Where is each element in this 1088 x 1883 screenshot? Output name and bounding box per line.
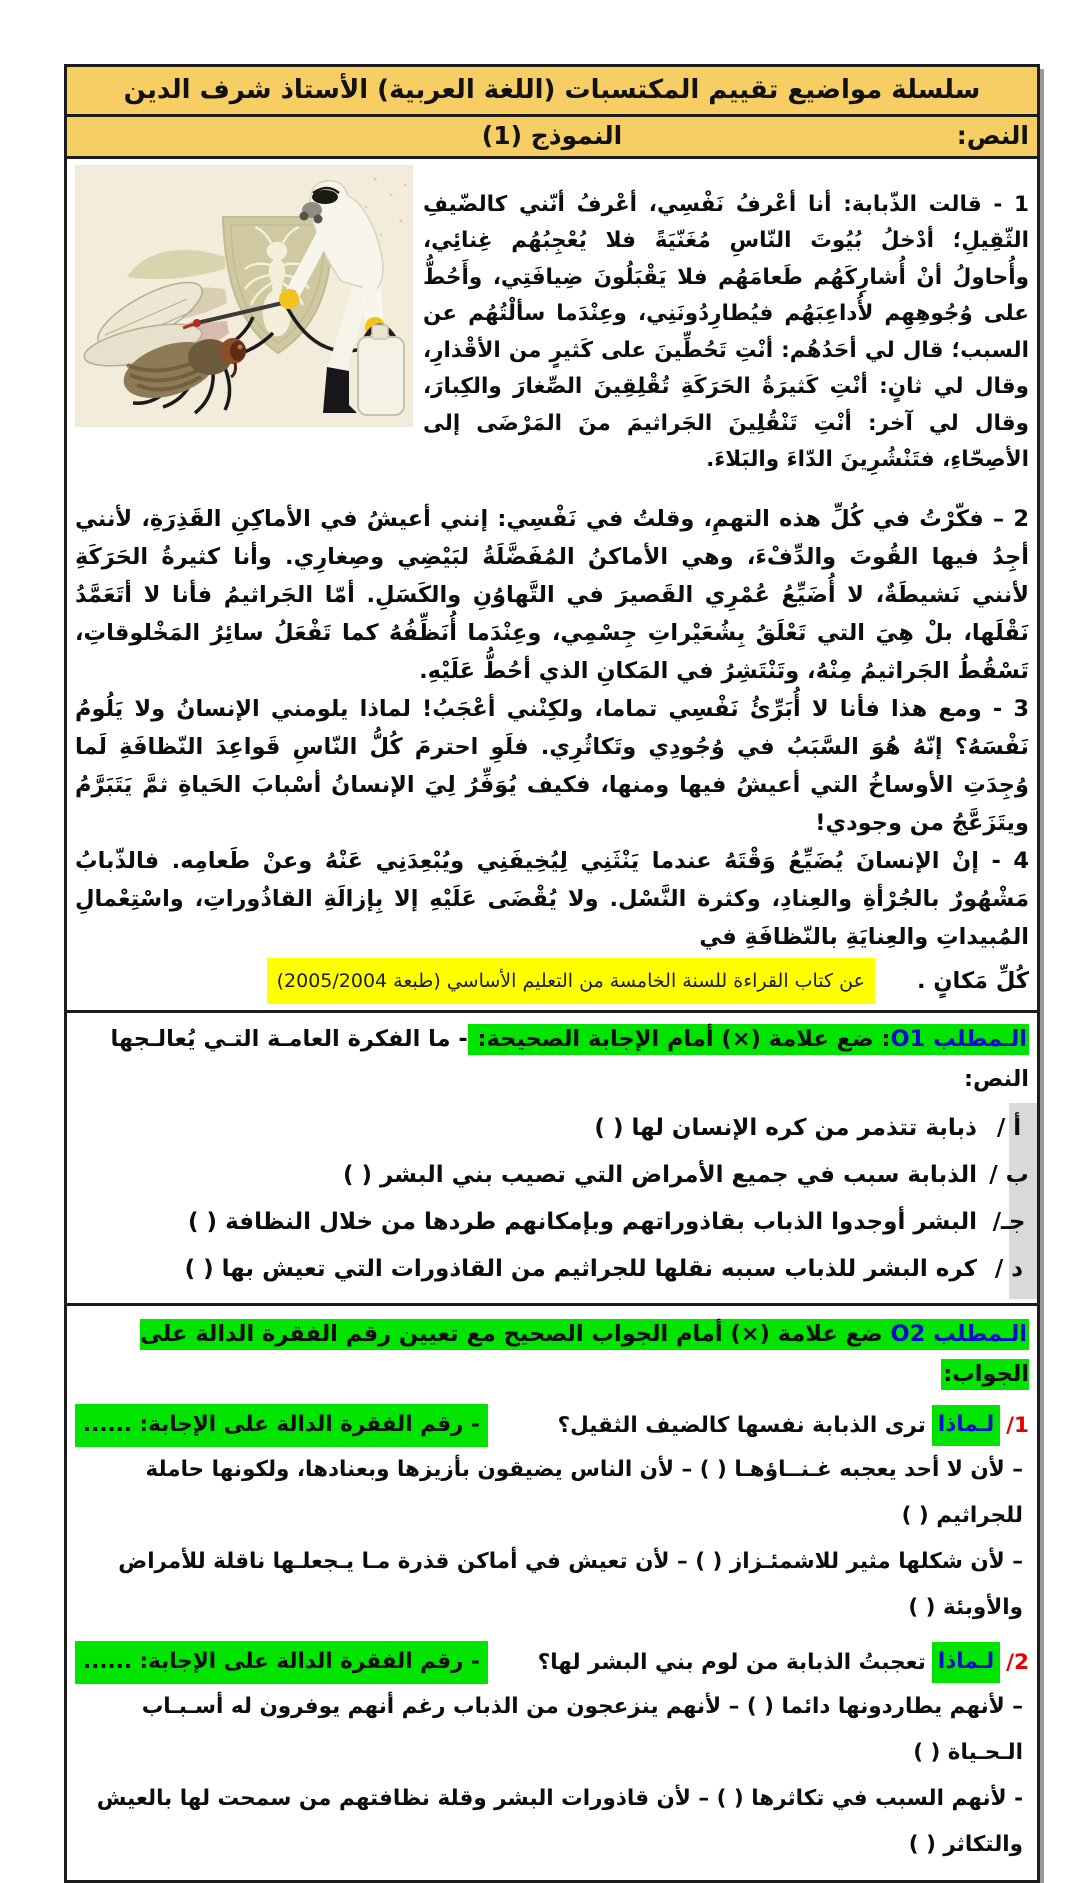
option-letter: جـ/ (992, 1209, 1026, 1235)
paragraph-1: 1 - قالت الذّبابة: أنا أعْرفُ نَفْسِي، أعْرفُ أنّني كالضّيفِ الثّقِيلِ؛ أدْخلُ بُيُوتَ النّاسِ مُغَنّيَةً فلا يُعْجِبُهُم غِنائِي، وأُحاولُ أنْ أُشارِكَهُم طَعامَهُم فلا يَقْبَلُونَ ضِيافَتِي، وأَحُطُّ على وُجُوهِهِم لأُداعِبَهُم فيُطارِدُونَنِي، وعِنْدَما سألْتُهُم عن السبب؛ قال لي أحَدُهُم: أنْتِ تَحُطِّينَ على كَثيرٍ من الأقْذارِ، وقال لي ثانٍ: أنْتِ كَثيرَةُ الحَرَكَةِ تُقْلِقِينَ الصِّغارَ والكِبارَ، وقال لي آخر: أنْتِ تَنْقُلِينَ الجَراثيمَ منَ المَرْضَى إلى الأصِحّاءِ، فتَنْشُرِينَ الدّاءَ والبَلاءَ. (423, 191, 1029, 472)
question-2-section (64, 1303, 1040, 1883)
pesticide-canister-icon (358, 337, 404, 415)
paragraph-2: 2 – فكّرْتُ في كُلِّ هذه التهمِ، وقلتُ في نَفْسِي: إنني أعيشُ في الأماكِنِ القَذِرَةِ، لأنني أجِدُ فيها القُوتَ والدِّفْءَ، وهي الأماكنُ المُفَضَّلَةُ لبَيْضِي وصِغارِي. وأنا كثيرةُ الحَرَكَةِ لأنني نَشيطَةٌ، لا أُضَيِّعُ عُمْرِي القَصيرَ في التَّهاوُنِ والكَسَلِ. أمّا الجَراثيمُ فأنا لا أتَعَمَّدُ نَقْلَها، بلْ هِيَ التي تَعْلَقُ بِشُعَيْراتِ جِسْمِي، وعِنْدَما أُنَظِّفُهُ كما تَفْعَلُ سائِرُ المَخْلوقاتِ، تَسْقُطُ الجَراثيمُ مِنْهُ، وتَنْتَشِرُ في المَكانِ الذي أحُطُّ عَلَيْهِ. (75, 506, 1029, 684)
model-title-bar (64, 114, 1040, 159)
q2-label: الـمطلب O2 (890, 1321, 1027, 1347)
reading-text-section (64, 156, 1040, 1013)
option-letter: أ / (996, 1115, 1022, 1141)
q2-instruction: ضع علامة (×) أمام الجواب الصحيح مع تعيين رقم الفقرة الدالة على الجواب: (140, 1321, 1029, 1387)
option-text: كره البشر للذباب سببه نقلها للجراثيم من القاذورات التي تعيش بها ( ) (184, 1256, 977, 1282)
q1-instruction: : ضع علامة (×) أمام الإجابة الصحيحة: (477, 1026, 891, 1052)
q1-options-list (75, 1105, 1029, 1293)
q2-sub2-paragraph-ref[interactable]: - رقم الفقرة الدالة على الإجابة: ...... (75, 1641, 488, 1684)
question-1-section (64, 1010, 1040, 1306)
q1-option-d[interactable] (75, 1246, 1029, 1293)
q2-sub2-line (75, 1641, 1029, 1684)
worksheet-page (64, 64, 1040, 1883)
pest-control-illustration-svg (75, 165, 413, 427)
paragraph-4-end: كُلِّ مَكانٍ . (916, 968, 1029, 994)
option-letter: د / (994, 1256, 1024, 1282)
q2-sub1-line (75, 1404, 1029, 1447)
q1-question: - ما الفكرة العامـة التـي يُعالـجها النص: (110, 1026, 1029, 1092)
q1-option-a[interactable] (75, 1105, 1029, 1152)
q2-sub2-option-line-2[interactable]: - لأنهم السبب في تكاثرها ( ) – لأن قاذورات البشر وقلة نظافتهم من سمحت لها بالعيش والتكاثر ( ) (96, 1786, 1023, 1857)
q2-sub1-question: ترى الذبابة نفسها كالضيف الثقيل؟ (557, 1412, 926, 1438)
q2-sub2-keyword: لـماذا (932, 1642, 1000, 1683)
option-text: الذبابة سبب في جميع الأمراض التي تصيب بني البشر ( ) (342, 1162, 977, 1188)
pest-control-illustration (75, 161, 413, 427)
series-title-bar (64, 64, 1040, 117)
q2-sub1-option-line-2[interactable]: – لأن شكلها مثير للاشمئـزاز ( ) – لأن تعيش في أماكن قذرة مـا يـجعلـها ناقلة للأمراض والأوبئة ( ) (118, 1549, 1023, 1620)
source-reference: عن كتاب القراءة للسنة الخامسة من التعليم الأساسي (طبعة 2005/2004) (267, 958, 875, 1004)
paragraph-3: 3 - ومع هذا فأنا لا أُبَرِّئُ نَفْسِي تماما، ولكِنْني أعْجَبُ! لماذا يلومني الإنسانُ ولا يَلُومُ نَفْسَهُ؟ إنّهُ هُوَ السَّبَبُ في وُجُودِي وتَكاثُرِي. فلَوِ احترمَ كُلُّ النّاسِ قَواعِدَ النّظافَةِ لَما وُجِدَتِ الأوساخُ التي أعيشُ فيها ومنها، فكيف يُوَفِّرُ لِيَ الإنسانُ أسْبابَ الحَياةِ ثمَّ يَتَبَرَّمُ ويتَزَعَّجُ من وجودي! (75, 696, 1029, 836)
q2-sub1-paragraph-ref[interactable]: - رقم الفقرة الدالة على الإجابة: ...... (75, 1404, 488, 1447)
q2-sub1-keyword: لـماذا (932, 1405, 1000, 1446)
q2-sub2-option-line-1[interactable]: – لأنهم يطاردونها دائما ( ) – لأنهم ينزعجون من الذباب رغم أنهم يوفرون له أسـبـاب الـحـياة ( ) (141, 1694, 1023, 1765)
q2-sub1-number: 1/ (1006, 1412, 1029, 1438)
text-label: النص: (956, 121, 1029, 150)
q2-sub2-question: تعجبتُ الذبابة من لوم بني البشر لها؟ (537, 1649, 926, 1675)
q1-option-c[interactable] (75, 1199, 1029, 1246)
option-text: ذبابة تتذمر من كره الإنسان لها ( ) (594, 1115, 977, 1141)
question-2-header (75, 1314, 1029, 1394)
model-label: النموذج (1) (481, 121, 623, 150)
paragraph-4: 4 - إنْ الإنسانَ يُضَيِّعُ وَقْتَهُ عندما يَنْثَنِي لِيُخِيفَنِي ويُبْعِدَنِي عَنْهُ وعنْ طَعامِه. فالذّبابُ مَشْهُورٌ بالجُرْأةِ والعِنادِ، وكثرة النَّسْل. ولا يُقْضَى عَلَيْهِ إلا بِإزالَةِ القاذُوراتِ، واسْتِعْمالِ المُبيداتِ والعِنايَةِ بالنّظافَةِ في (75, 848, 1029, 950)
glove-icon (279, 289, 299, 309)
option-text: البشر أوجدوا الذباب بقاذوراتهم وبإمكانهم طردها من خلال النظافة ( ) (188, 1209, 977, 1235)
series-title: سلسلة مواضيع تقييم المكتسبات (اللغة العربية) الأستاذ شرف الدين (123, 75, 981, 105)
q1-label: الـمطلب O1 (890, 1026, 1027, 1052)
q1-option-b[interactable] (75, 1152, 1029, 1199)
question-1-header (75, 1019, 1029, 1099)
q2-sub1-option-line-1[interactable]: – لأن لا أحد يعجبه غـنــاؤهـا ( ) – لأن الناس يضيقون بأزيزها وبعنادها، ولكونها حاملة للجراثيم ( ) (145, 1457, 1023, 1528)
option-letter: ب / (989, 1162, 1029, 1188)
q2-sub2-number: 2/ (1006, 1649, 1029, 1675)
